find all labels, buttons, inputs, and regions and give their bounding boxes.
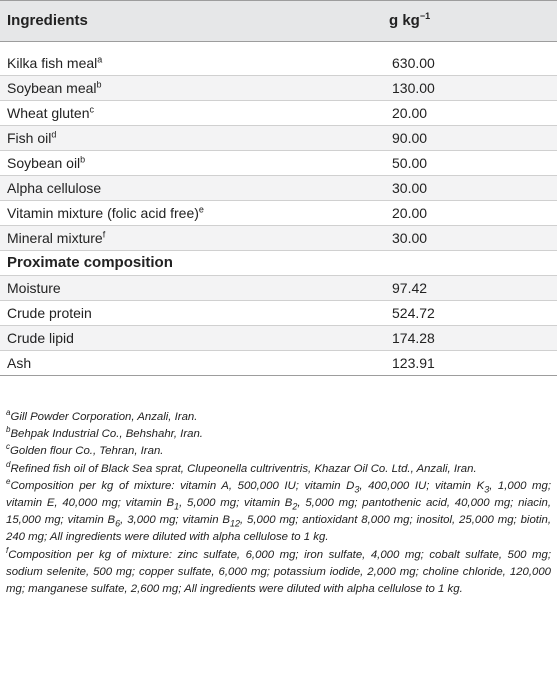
ingredient-name: Soybean oil$^b$ (7, 154, 86, 171)
table-row (0, 51, 557, 76)
header-unit-exponent: −1 (419, 11, 431, 21)
ingredient-name: Mineral mixture$^f$ (7, 229, 106, 246)
ingredient-name: Vitamin mixture (folic acid free)$^e$ (7, 204, 204, 221)
table-row (0, 76, 557, 101)
footnote-c: $^c$Golden flour Co., Tehran, Iran. (6, 442, 164, 458)
ingredient-value: 90.00 (392, 130, 428, 146)
header-unit (389, 12, 430, 29)
ingredient-value: 20.00 (392, 205, 428, 221)
proximate-name: Crude lipid (7, 330, 74, 346)
section-title: Proximate composition (7, 254, 173, 271)
proximate-name: Ash (7, 355, 32, 371)
header-ingredients: Ingredients (7, 12, 88, 29)
ingredient-value: 50.00 (392, 155, 428, 171)
ingredient-name: Alpha cellulose (7, 180, 102, 196)
footnote-mark: c (89, 104, 94, 115)
ingredient-value: 30.00 (392, 180, 428, 196)
footnote-mark: b (80, 154, 86, 165)
proximate-value: 123.91 (392, 355, 435, 371)
table-row (0, 351, 557, 376)
table-row (0, 301, 557, 326)
ingredient-value: 30.00 (392, 230, 428, 246)
table-row (0, 151, 557, 176)
footnote-a: $^a$Gill Powder Corporation, Anzali, Iran. (6, 408, 198, 423)
table-row (0, 226, 557, 251)
footnote-b: $^b$Behpak Industrial Co., Behshahr, Iran. (6, 425, 203, 441)
ingredient-value: 630.00 (392, 55, 435, 71)
table-row (0, 101, 557, 126)
footnote-mark: a (97, 54, 103, 65)
ingredient-value: 20.00 (392, 105, 428, 121)
ingredient-name: Soybean meal$^b$ (7, 79, 102, 96)
footnote-mark: f (102, 229, 106, 240)
proximate-name: Moisture (7, 280, 61, 296)
table-row (0, 276, 557, 301)
footnote-d: $^d$Refined fish oil of Black Sea sprat, Clupeonella cultriventris, Khazar Oil Co. Ltd., Anzali, Iran. (6, 459, 477, 475)
header-unit-text: g kg (389, 12, 420, 29)
ingredient-name: Kilka fish meal$^a$ (7, 54, 103, 71)
proximate-value: 524.72 (392, 305, 435, 321)
footnote-mark: b (96, 79, 102, 90)
ingredient-value: 130.00 (392, 80, 435, 96)
table-row (0, 326, 557, 351)
ingredient-name: Fish oil$^d$ (7, 129, 57, 146)
table-header-row (0, 0, 557, 42)
footnote-mark: e (198, 204, 204, 215)
footnote-e: $^e$Composition per kg of mixture: vitamin A, 500,000 IU; vitamin $D_3$, 400,000 IU; vitamin $K_3$, 1,000 mg; vitamin E, 40,000 mg; vitamin $B_1$, 5,000 mg; vitamin $B_2$, 5,000 mg; pantothenic acid, 40,000 mg; niacin, 15,000 mg; vitamin $B_6$, 3,000 mg; vitamin $B_{12}$, 5,000 mg; antioxidant 8,000 mg; inositol, 25,000 mg; biotin, 240 mg; All ingredients were diluted with alpha cellulose to 1 kg. (6, 477, 551, 544)
section-header-row (0, 251, 557, 276)
table-row (0, 176, 557, 201)
footnotes (6, 409, 551, 598)
proximate-value: 97.42 (392, 280, 428, 296)
table-row (0, 201, 557, 226)
footnote-mark: d (51, 129, 57, 140)
footnote-f: $^f$Composition per kg of mixture: zinc sulfate, 6,000 mg; iron sulfate, 4,000 mg; cobalt sulfate, 500 mg; sodium selenite, 500 mg; copper sulfate, 6,000 mg; potassium iodide, 2,000 mg; choline chloride, 120,000 mg; manganese sulfate, 2,600 mg; All ingredients were diluted with alpha cellulose to 1 kg. (6, 545, 551, 596)
table-row (0, 126, 557, 151)
proximate-name: Crude protein (7, 305, 92, 321)
ingredient-name: Wheat gluten$^c$ (7, 104, 94, 121)
proximate-value: 174.28 (392, 330, 435, 346)
